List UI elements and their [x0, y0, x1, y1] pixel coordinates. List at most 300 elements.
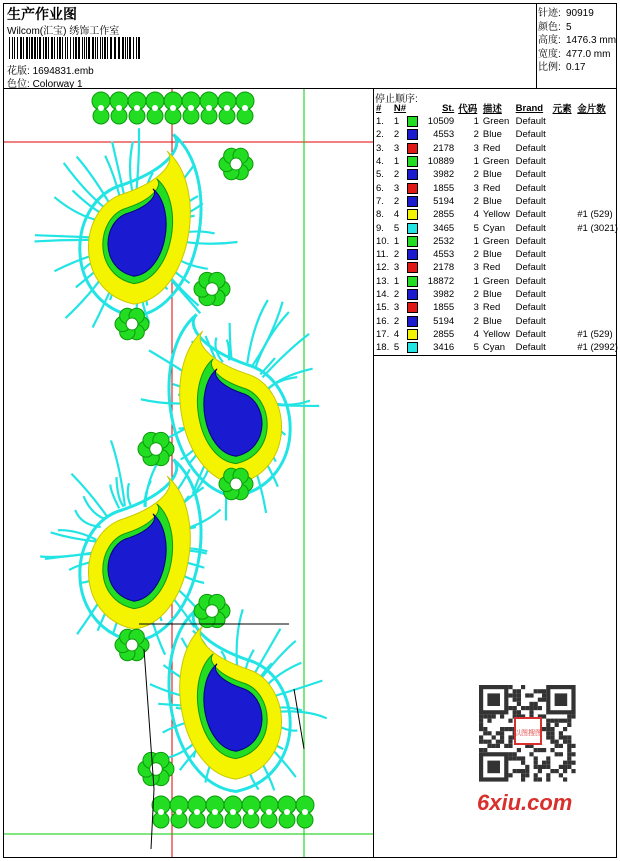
- qr-module: [567, 765, 571, 769]
- table-cell: 1: [392, 115, 420, 128]
- qr-module: [479, 740, 483, 744]
- qr-module: [521, 756, 525, 760]
- foliage-branch: [105, 156, 120, 201]
- foliage-branch: [40, 552, 95, 557]
- table-cell: [551, 115, 576, 128]
- table-cell: Default: [515, 235, 546, 247]
- qr-module: [559, 765, 563, 769]
- table-cell: [551, 301, 576, 314]
- qr-module: [563, 719, 567, 723]
- table-cell: [575, 314, 620, 327]
- table-cell: 4: [392, 328, 420, 341]
- rosette-center: [126, 639, 138, 651]
- table-cell: 2: [392, 314, 420, 327]
- table-cell: 5: [473, 222, 479, 234]
- rosette-center: [206, 283, 219, 296]
- qr-module: [550, 740, 554, 744]
- qr-module: [529, 752, 533, 756]
- qr-module: [534, 761, 538, 765]
- table-cell: [551, 195, 576, 208]
- table-cell: 3: [392, 181, 420, 194]
- table-cell: 2: [392, 248, 420, 261]
- qr-module: [517, 689, 521, 693]
- table-cell: 3: [392, 261, 420, 274]
- stop-sequence-title: 停止顺序:: [375, 94, 418, 105]
- table-cell: 18872: [427, 275, 455, 287]
- color-swatch: [407, 276, 418, 287]
- foliage-branch: [35, 240, 96, 242]
- qr-module: [479, 714, 483, 718]
- qr-module: [555, 723, 559, 727]
- qr-module: [483, 740, 487, 744]
- qr-module: [546, 723, 550, 727]
- qr-module: [521, 773, 525, 777]
- table-cell: Default: [515, 169, 546, 181]
- qr-module: [513, 752, 517, 756]
- qr-module: [525, 773, 529, 777]
- table-row: [374, 115, 620, 128]
- qr-module: [567, 723, 571, 727]
- table-row: [374, 248, 620, 261]
- qr-module: [534, 706, 538, 710]
- qr-module: [525, 765, 529, 769]
- table-cell: 1.: [376, 116, 384, 128]
- lace-hole: [98, 105, 104, 111]
- qr-module: [546, 735, 550, 739]
- color-swatch: [407, 223, 418, 234]
- table-row: [374, 221, 620, 234]
- rosette-center: [230, 158, 242, 170]
- lace-hole: [158, 809, 164, 815]
- barcode: [9, 37, 141, 59]
- qr-module: [479, 719, 483, 723]
- qr-module: [529, 710, 533, 714]
- table-cell: Green: [482, 235, 510, 247]
- qr-module: [563, 727, 567, 731]
- qr-module: [567, 740, 571, 744]
- table-cell: 17.: [376, 328, 390, 340]
- company-name: Wilcom(汇宝) 绣饰工作室: [7, 26, 120, 37]
- table-cell: Blue: [482, 249, 502, 261]
- table-cell: [551, 155, 576, 168]
- lace-hole: [284, 809, 290, 815]
- info-label: 针迹:: [538, 8, 561, 19]
- qr-module: [513, 689, 517, 693]
- qr-module: [538, 748, 542, 752]
- table-cell: Default: [515, 289, 546, 300]
- qr-module: [504, 744, 508, 748]
- qr-module: [546, 719, 550, 723]
- qr-module: [571, 761, 575, 765]
- qr-module: [525, 769, 529, 773]
- qr-module: [542, 689, 546, 693]
- table-cell: Default: [515, 182, 546, 194]
- table-cell: 2: [392, 195, 420, 208]
- table-cell: 1: [392, 235, 420, 248]
- lace-hole: [134, 105, 140, 111]
- table-cell: 2855: [433, 328, 455, 340]
- qr-module: [555, 752, 559, 756]
- qr-badge-text: 以图搜图: [514, 729, 542, 737]
- table-row: [374, 181, 620, 194]
- qr-module: [563, 777, 567, 781]
- column-header: 描述: [482, 104, 502, 115]
- design-file-label: 花版:: [7, 66, 30, 77]
- qr-module: [546, 777, 550, 781]
- table-cell: 2532: [433, 235, 455, 247]
- table-cell: Default: [515, 195, 546, 207]
- qr-module: [567, 719, 571, 723]
- table-cell: [551, 128, 576, 141]
- table-cell: 2: [392, 128, 420, 141]
- table-row: [374, 208, 620, 221]
- qr-module: [487, 744, 491, 748]
- qr-module: [567, 744, 571, 748]
- column-header: N#: [393, 102, 407, 114]
- qr-module: [517, 698, 521, 702]
- info-label: 高度:: [538, 35, 561, 46]
- qr-module: [567, 714, 571, 718]
- table-cell: 3: [473, 302, 479, 314]
- qr-module: [542, 761, 546, 765]
- qr-module: [483, 714, 487, 718]
- qr-module: [563, 740, 567, 744]
- qr-module: [559, 731, 563, 735]
- table-cell: 1: [473, 235, 479, 247]
- foliage-branch: [35, 235, 96, 237]
- qr-module: [479, 723, 483, 727]
- qr-module: [513, 756, 517, 760]
- info-value: 477.0 mm: [566, 48, 611, 60]
- qr-module: [546, 773, 550, 777]
- info-divider: [536, 3, 537, 89]
- qr-module: [508, 756, 512, 760]
- table-cell: 10509: [427, 116, 455, 128]
- table-cell: 9.: [376, 222, 384, 234]
- qr-module: [550, 748, 554, 752]
- info-label: 宽度:: [538, 48, 561, 60]
- table-cell: [575, 115, 620, 128]
- qr-module: [538, 765, 542, 769]
- table-cell: 3: [473, 262, 479, 274]
- table-cell: Default: [515, 302, 546, 314]
- table-cell: 10889: [427, 156, 455, 168]
- qr-module: [542, 714, 546, 718]
- table-cell: Default: [515, 209, 546, 221]
- table-cell: #1 (529): [577, 328, 613, 340]
- qr-module: [563, 735, 567, 739]
- table-cell: #1 (2992): [577, 342, 618, 354]
- table-cell: 2: [473, 315, 479, 327]
- table-row: [374, 288, 620, 301]
- table-cell: 2: [473, 169, 479, 181]
- qr-module: [538, 698, 542, 702]
- qr-module: [571, 752, 575, 756]
- qr-module: [571, 714, 575, 718]
- info-value: 90919: [566, 8, 594, 19]
- color-swatch: [407, 183, 418, 194]
- table-cell: [575, 235, 620, 248]
- qr-finder: [487, 761, 500, 774]
- qr-module: [538, 769, 542, 773]
- qr-module: [513, 706, 517, 710]
- table-row: [374, 328, 620, 341]
- table-cell: Red: [482, 182, 501, 194]
- qr-module: [559, 773, 563, 777]
- qr-module: [529, 693, 533, 697]
- qr-module: [513, 693, 517, 697]
- info-value: 1476.3 mm: [566, 35, 617, 46]
- qr-module: [550, 769, 554, 773]
- color-swatch: [407, 116, 418, 127]
- color-swatch: [407, 156, 418, 167]
- table-cell: [551, 261, 576, 274]
- qr-module: [487, 714, 491, 718]
- lace-hole: [116, 105, 122, 111]
- table-row: [374, 128, 620, 141]
- rosette-center: [150, 443, 163, 456]
- info-value: 0.17: [566, 62, 586, 73]
- table-cell: #1 (529): [577, 209, 613, 221]
- qr-module: [538, 777, 542, 781]
- color-swatch: [407, 129, 418, 140]
- qr-module: [563, 761, 567, 765]
- table-cell: 5: [392, 341, 420, 354]
- table-cell: 4: [392, 208, 420, 221]
- qr-module: [500, 731, 504, 735]
- table-cell: 1: [473, 116, 479, 128]
- table-cell: Green: [482, 275, 510, 287]
- table-bottom-divider: [373, 355, 617, 356]
- qr-module: [542, 765, 546, 769]
- color-swatch: [407, 209, 418, 220]
- table-cell: [551, 142, 576, 155]
- page-title: 生产作业图: [7, 6, 77, 22]
- qr-module: [479, 727, 483, 731]
- qr-module: [487, 740, 491, 744]
- colorway-label: 色位:: [7, 79, 30, 90]
- table-cell: 2: [473, 289, 479, 300]
- table-cell: [551, 288, 576, 301]
- qr-module: [517, 748, 521, 752]
- table-cell: 2: [392, 288, 420, 301]
- qr-module: [555, 769, 559, 773]
- info-label: 比例:: [538, 62, 561, 73]
- table-cell: Default: [515, 315, 546, 327]
- table-cell: 1855: [433, 302, 455, 314]
- table-cell: 15.: [376, 302, 390, 314]
- table-cell: 18.: [376, 342, 390, 354]
- qr-finder: [487, 693, 500, 706]
- qr-module: [546, 727, 550, 731]
- qr-module: [521, 706, 525, 710]
- qr-module: [538, 706, 542, 710]
- qr-module: [534, 773, 538, 777]
- table-cell: 1855: [433, 182, 455, 194]
- table-cell: Blue: [482, 169, 502, 181]
- table-cell: 3: [473, 182, 479, 194]
- qr-module: [542, 727, 546, 731]
- qr-module: [525, 693, 529, 697]
- lace-hole: [176, 809, 182, 815]
- qr-module: [517, 756, 521, 760]
- color-swatch: [407, 302, 418, 313]
- table-cell: 8.: [376, 209, 384, 221]
- table-row: [374, 168, 620, 181]
- table-cell: Green: [482, 116, 510, 128]
- color-swatch: [407, 236, 418, 247]
- color-swatch: [407, 143, 418, 154]
- qr-module: [529, 706, 533, 710]
- table-cell: 1: [473, 156, 479, 168]
- table-cell: Red: [482, 262, 501, 274]
- table-cell: 5194: [433, 315, 455, 327]
- qr-module: [504, 727, 508, 731]
- qr-module: [559, 735, 563, 739]
- table-cell: Default: [515, 249, 546, 261]
- lace-hole: [302, 809, 308, 815]
- table-cell: Default: [515, 328, 546, 340]
- foliage-branch: [252, 302, 283, 366]
- qr-module: [517, 702, 521, 706]
- qr-module: [571, 769, 575, 773]
- table-cell: 2178: [433, 142, 455, 154]
- rosette-center: [150, 763, 163, 776]
- qr-module: [555, 744, 559, 748]
- qr-module: [559, 752, 563, 756]
- table-cell: Blue: [482, 129, 502, 141]
- table-cell: 12.: [376, 262, 390, 274]
- table-cell: 4: [473, 209, 479, 221]
- qr-module: [479, 735, 483, 739]
- rosette-center: [230, 478, 242, 490]
- table-cell: Red: [482, 142, 501, 154]
- qr-module: [559, 744, 563, 748]
- table-row: [374, 301, 620, 314]
- table-cell: [575, 128, 620, 141]
- table-cell: Yellow: [482, 209, 511, 221]
- table-row: [374, 235, 620, 248]
- lace-hole: [170, 105, 176, 111]
- table-cell: [551, 168, 576, 181]
- column-header: 金片数: [577, 104, 606, 115]
- table-cell: 4553: [433, 249, 455, 261]
- table-cell: 4: [473, 328, 479, 340]
- qr-module: [550, 731, 554, 735]
- table-row: [374, 195, 620, 208]
- qr-module: [500, 727, 504, 731]
- table-cell: 3: [473, 142, 479, 154]
- color-swatch: [407, 316, 418, 327]
- info-value: 5: [566, 21, 572, 33]
- qr-module: [550, 719, 554, 723]
- colorway-value: Colorway 1: [32, 79, 83, 90]
- table-cell: 3: [392, 301, 420, 314]
- qr-module: [563, 769, 567, 773]
- table-cell: [575, 181, 620, 194]
- stop-table-header: [374, 101, 620, 115]
- table-cell: [575, 248, 620, 261]
- cut-line: [144, 649, 154, 849]
- table-cell: Default: [515, 262, 546, 274]
- qr-module: [508, 693, 512, 697]
- qr-module: [508, 719, 512, 723]
- rosette-center: [206, 605, 219, 618]
- table-row: [374, 142, 620, 155]
- qr-module: [546, 765, 550, 769]
- table-cell: 16.: [376, 315, 390, 327]
- table-cell: [551, 275, 576, 288]
- watermark-logo: 6xiu.com: [477, 790, 573, 815]
- table-cell: [551, 248, 576, 261]
- table-cell: [575, 155, 620, 168]
- design-file-value: 1694831.emb: [32, 66, 94, 77]
- lace-hole: [230, 809, 236, 815]
- table-cell: [575, 288, 620, 301]
- table-cell: 2178: [433, 262, 455, 274]
- table-cell: 3465: [433, 222, 455, 234]
- table-cell: 11.: [376, 249, 389, 261]
- qr-module: [487, 719, 491, 723]
- qr-module: [513, 769, 517, 773]
- table-cell: [575, 275, 620, 288]
- table-cell: 2: [473, 249, 479, 261]
- qr-module: [479, 748, 483, 752]
- qr-module: [542, 748, 546, 752]
- table-row: [374, 275, 620, 288]
- lace-hole: [206, 105, 212, 111]
- column-header: 元素: [552, 104, 572, 115]
- table-cell: Cyan: [482, 222, 506, 234]
- qr-module: [508, 752, 512, 756]
- qr-module: [483, 748, 487, 752]
- color-swatch: [407, 329, 418, 340]
- lace-hole: [212, 809, 218, 815]
- table-cell: Default: [515, 222, 546, 234]
- qr-module: [500, 714, 504, 718]
- qr-module: [563, 765, 567, 769]
- qr-module: [517, 710, 521, 714]
- table-cell: 7.: [376, 195, 384, 207]
- table-cell: [551, 314, 576, 327]
- qr-finder: [555, 693, 568, 706]
- qr-module: [546, 761, 550, 765]
- qr-module: [542, 693, 546, 697]
- lace-hole: [224, 105, 230, 111]
- table-cell: 2.: [376, 129, 384, 141]
- table-cell: [551, 221, 576, 234]
- table-cell: 3: [392, 142, 420, 155]
- table-cell: Default: [515, 156, 546, 168]
- lace-hole: [266, 809, 272, 815]
- qr-module: [534, 702, 538, 706]
- column-header: 代码: [458, 104, 478, 115]
- table-row: [374, 314, 620, 327]
- qr-module: [513, 698, 517, 702]
- qr-module: [508, 685, 512, 689]
- table-cell: 5.: [376, 169, 384, 181]
- qr-module: [496, 744, 500, 748]
- table-row: [374, 155, 620, 168]
- foliage-branch: [247, 300, 268, 363]
- qr-module: [542, 698, 546, 702]
- lace-hole: [242, 105, 248, 111]
- foliage-branch: [71, 474, 107, 517]
- table-cell: 10.: [376, 235, 390, 247]
- table-cell: Default: [515, 129, 546, 141]
- table-cell: Blue: [482, 195, 502, 207]
- qr-module: [567, 756, 571, 760]
